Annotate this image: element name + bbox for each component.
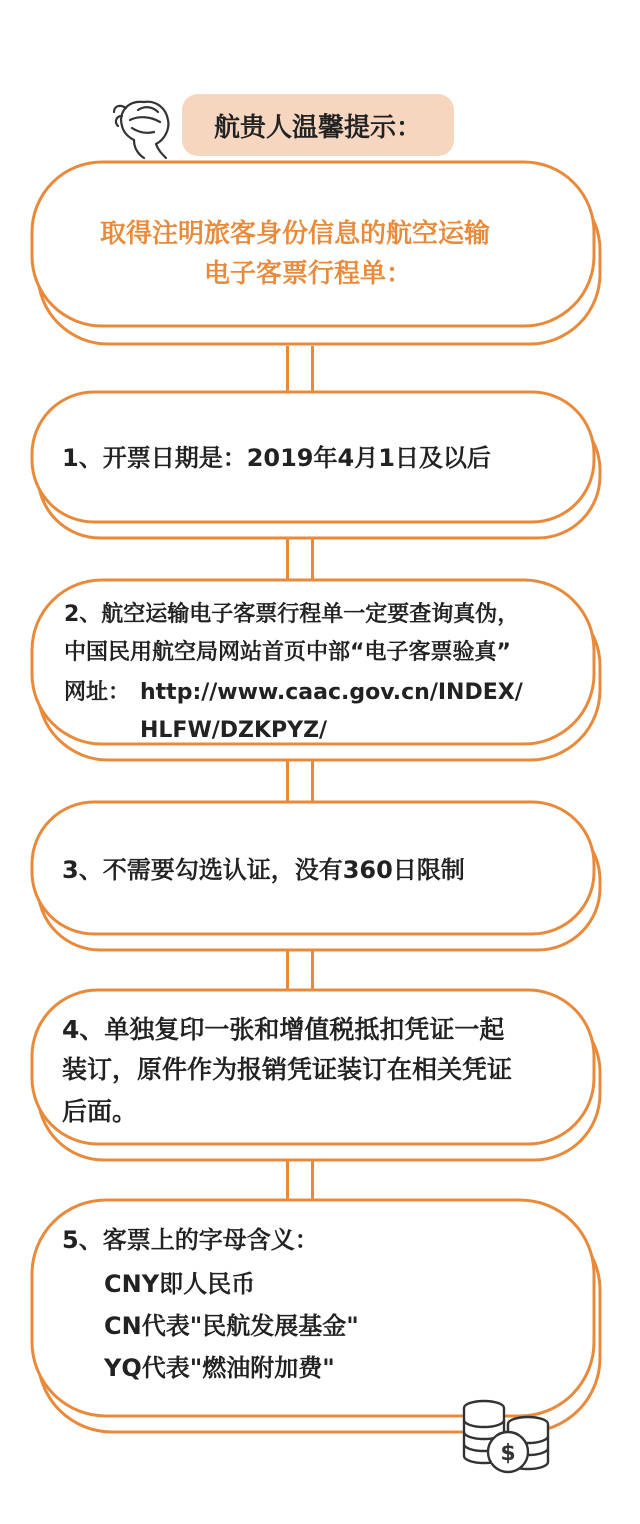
header-title: 航贵人温馨提示： xyxy=(182,94,454,156)
item-4-line-2: 装订，原件作为报销凭证装订在相关凭证 xyxy=(62,1055,513,1084)
item-2-line-3-label: 网址： xyxy=(64,680,131,705)
intro-card xyxy=(30,160,602,346)
item-4-line-1: 4、单独复印一张和增值税抵扣凭证一起 xyxy=(62,1015,505,1044)
item-4-line-3: 后面。 xyxy=(62,1097,138,1126)
coin-stack-icon xyxy=(456,1396,560,1480)
item-card-1 xyxy=(30,390,602,540)
intro-line-2: 电子客票行程单： xyxy=(204,259,413,289)
item-2-line-2: 中国民用航空局网站首页中部“电子客票验真” xyxy=(64,640,511,665)
item-5-line-4: YQ代表"燃油附加费" xyxy=(104,1354,335,1382)
item-2-url-line-1: http://www.caac.gov.cn/INDEX/ xyxy=(140,680,523,705)
item-card-4 xyxy=(30,988,602,1162)
item-card-3 xyxy=(30,800,602,952)
intro-line-1: 取得注明旅客身份信息的航空运输 xyxy=(100,219,491,249)
connector xyxy=(286,538,314,580)
item-5-line-3: CN代表"民航发展基金" xyxy=(104,1312,359,1340)
item-3-line-1: 3、不需要勾选认证，没有360日限制 xyxy=(62,856,465,884)
connector xyxy=(286,1160,314,1200)
item-2-url-line-2: HLFW/DZKPYZ/ xyxy=(140,718,328,743)
svg-text:$: $ xyxy=(500,1441,516,1466)
item-2-line-1: 2、航空运输电子客票行程单一定要查询真伪， xyxy=(64,602,520,627)
connector xyxy=(286,950,314,990)
connector xyxy=(286,760,314,802)
item-card-2 xyxy=(30,578,602,762)
connector xyxy=(286,346,314,392)
item-1-line-1: 1、开票日期是：2019年4月1日及以后 xyxy=(62,444,491,472)
item-5-line-1: 5、客票上的字母含义： xyxy=(62,1226,319,1254)
header-woman-icon xyxy=(104,86,184,166)
item-5-line-2: CNY即人民币 xyxy=(104,1270,256,1298)
